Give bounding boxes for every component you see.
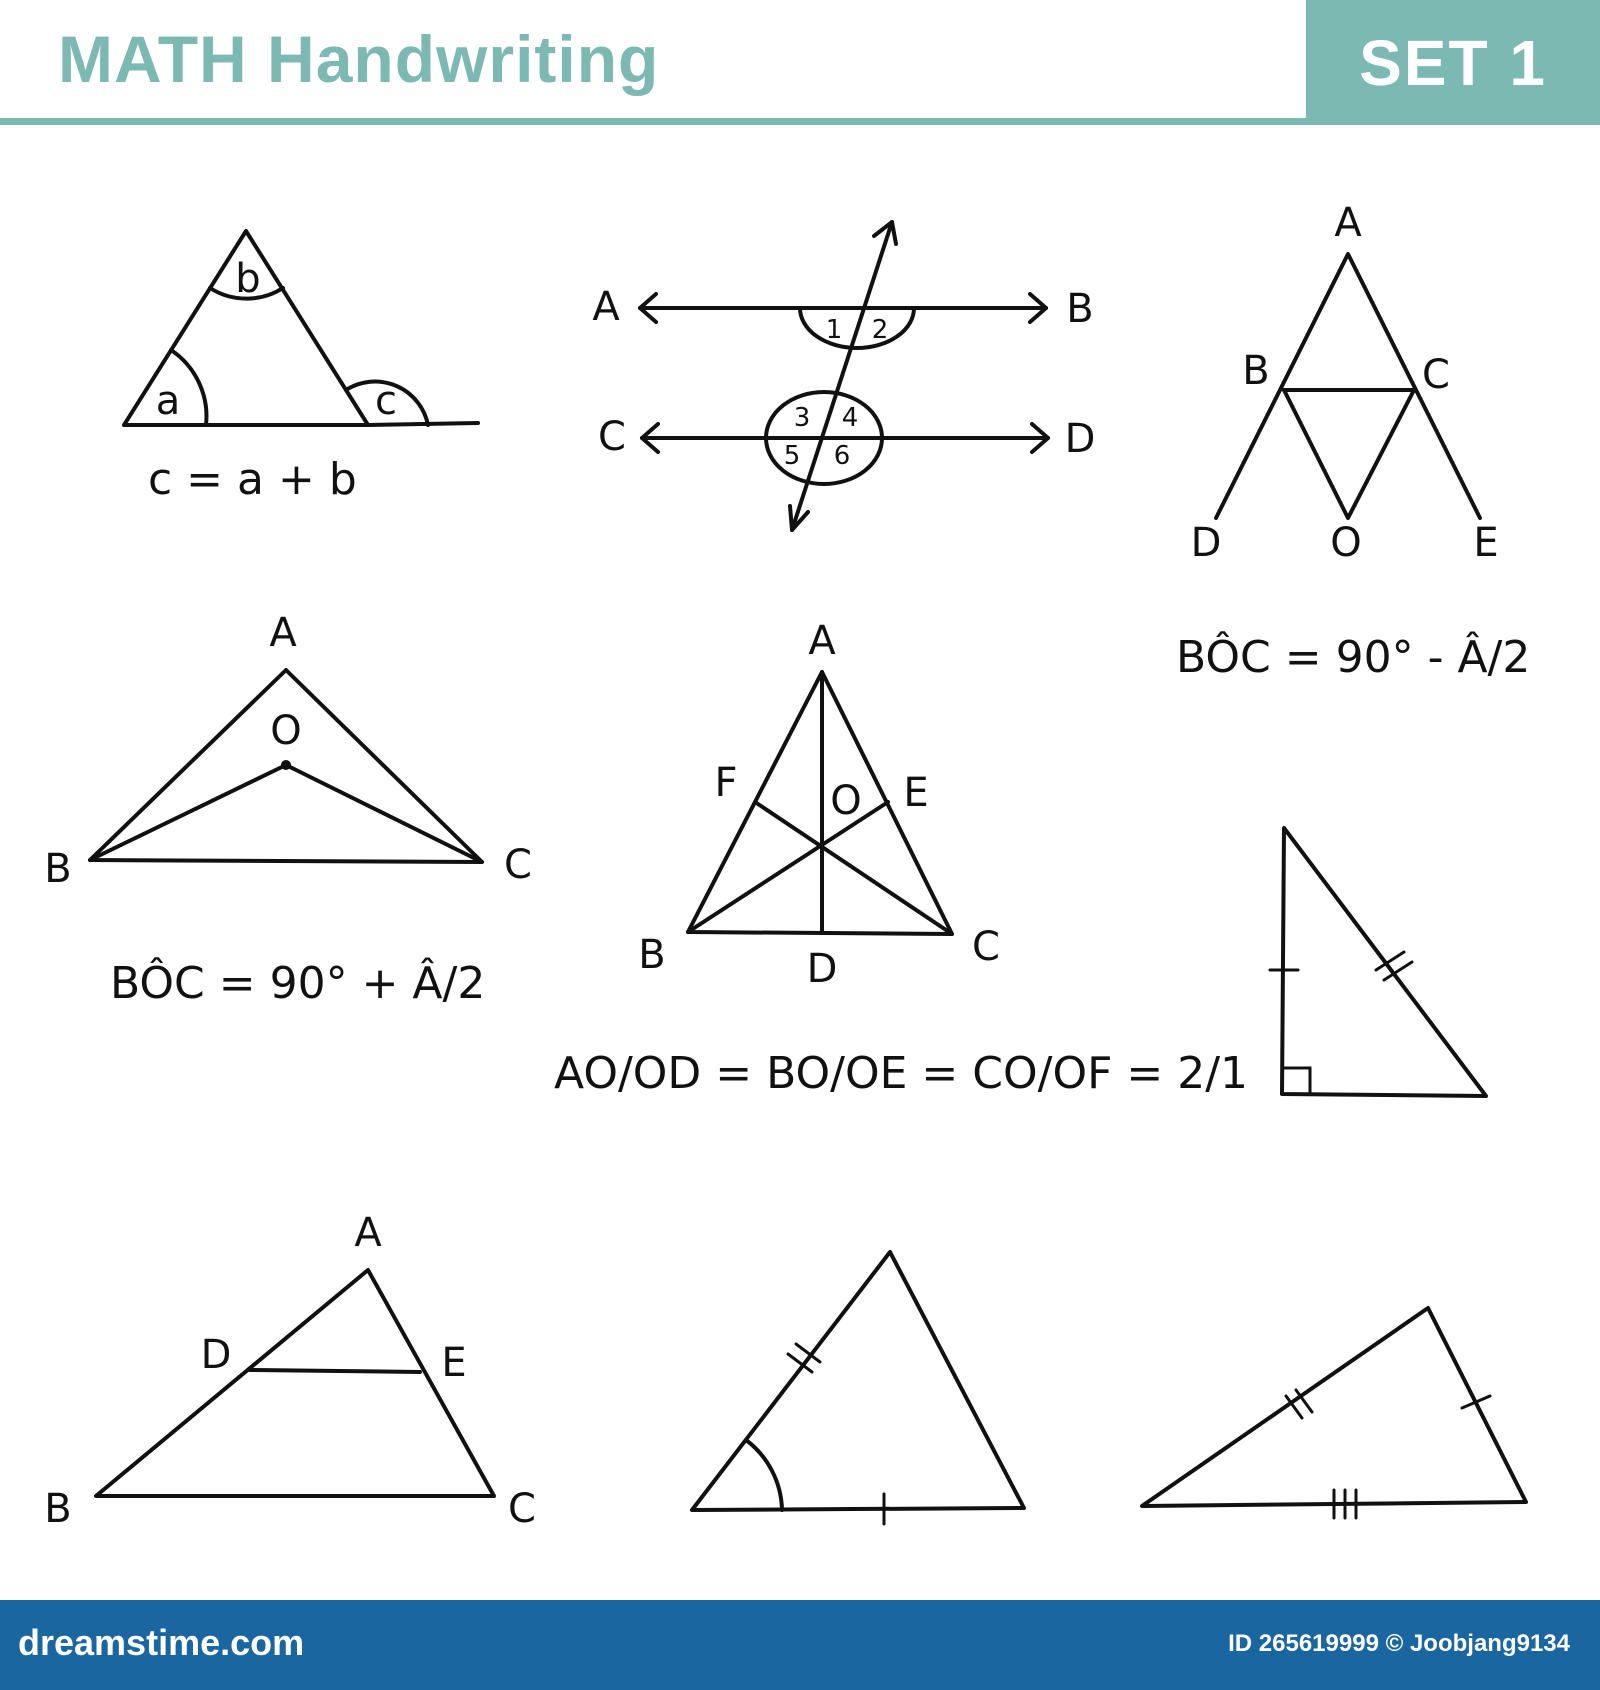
formula-excenter: BÔC = 90° - Â/2: [1176, 632, 1531, 683]
segments-bo-co: [90, 765, 482, 862]
triangle-shape: [1142, 1308, 1526, 1506]
point-label-a: A: [1334, 200, 1362, 246]
angle-num-2: 2: [871, 315, 889, 345]
point-label-e: E: [903, 770, 929, 816]
angle-num-6: 6: [833, 441, 851, 471]
point-label-a: A: [354, 1210, 382, 1256]
point-label-d: D: [200, 1332, 232, 1378]
segment-de: [250, 1370, 420, 1372]
point-label-d: D: [1190, 520, 1222, 566]
figure-parallel-lines: [592, 222, 1095, 530]
point-label-a: A: [269, 610, 297, 656]
point-label-d: D: [806, 946, 838, 992]
point-label-c: C: [504, 842, 532, 888]
point-label-a: A: [808, 618, 836, 664]
triangle-abc: [96, 1270, 494, 1496]
angle-num-3: 3: [793, 403, 811, 433]
segments-bo-co: [1284, 390, 1414, 518]
angle-num-5: 5: [783, 441, 801, 471]
figure-centroid: [554, 618, 1248, 1099]
right-angle-mark: [1282, 1068, 1310, 1094]
point-label-b: B: [44, 846, 72, 892]
formula-incenter: BÔC = 90° + Â/2: [110, 958, 486, 1009]
point-label-e: E: [441, 1340, 467, 1386]
footer-bar: [0, 1600, 1600, 1690]
figure-sss-triangle: [1142, 1308, 1526, 1518]
point-label-o: O: [1330, 520, 1362, 566]
point-label-c: C: [972, 924, 1000, 970]
point-label-o: O: [830, 778, 862, 824]
point-label-b: B: [638, 932, 666, 978]
angle-label-c: c: [375, 378, 397, 424]
angle-num-4: 4: [841, 403, 859, 433]
point-label-b: B: [1242, 348, 1270, 394]
formula-exterior-angle: c = a + b: [148, 454, 357, 505]
point-label-f: F: [714, 760, 738, 806]
point-o: [281, 760, 291, 770]
set-label: SET 1: [1359, 26, 1547, 99]
triangle-shape: [692, 1252, 1024, 1510]
figure-right-triangle: [1270, 828, 1486, 1096]
figure-excenter: [1176, 200, 1530, 683]
angle-label-b: b: [235, 256, 261, 302]
page-title: MATH Handwriting: [58, 22, 660, 96]
point-label-e: E: [1473, 520, 1499, 566]
angle-num-1: 1: [825, 315, 843, 345]
right-triangle: [1282, 828, 1486, 1096]
point-label-d: D: [1064, 416, 1096, 462]
angle-label-a: a: [155, 378, 181, 424]
footer-credit: ID 265619999 © Joobjang9134: [1228, 1630, 1570, 1657]
figure-exterior-angle: [124, 231, 478, 505]
figure-sas-triangle: [692, 1252, 1024, 1524]
formula-centroid: AO/OD = BO/OE = CO/OF = 2/1: [554, 1048, 1249, 1099]
point-label-b: B: [44, 1486, 72, 1532]
figure-parallel-segment: [44, 1210, 536, 1532]
angle-arc: [746, 1440, 782, 1510]
point-label-o: O: [270, 708, 302, 754]
point-label-b: B: [1066, 286, 1094, 332]
footer-site-link[interactable]: dreamstime.com: [18, 1622, 305, 1663]
point-label-a: A: [592, 284, 620, 330]
point-label-c: C: [598, 414, 626, 460]
point-label-c: C: [1422, 352, 1450, 398]
point-label-c: C: [508, 1486, 536, 1532]
figure-incenter-angle: [44, 610, 532, 1009]
